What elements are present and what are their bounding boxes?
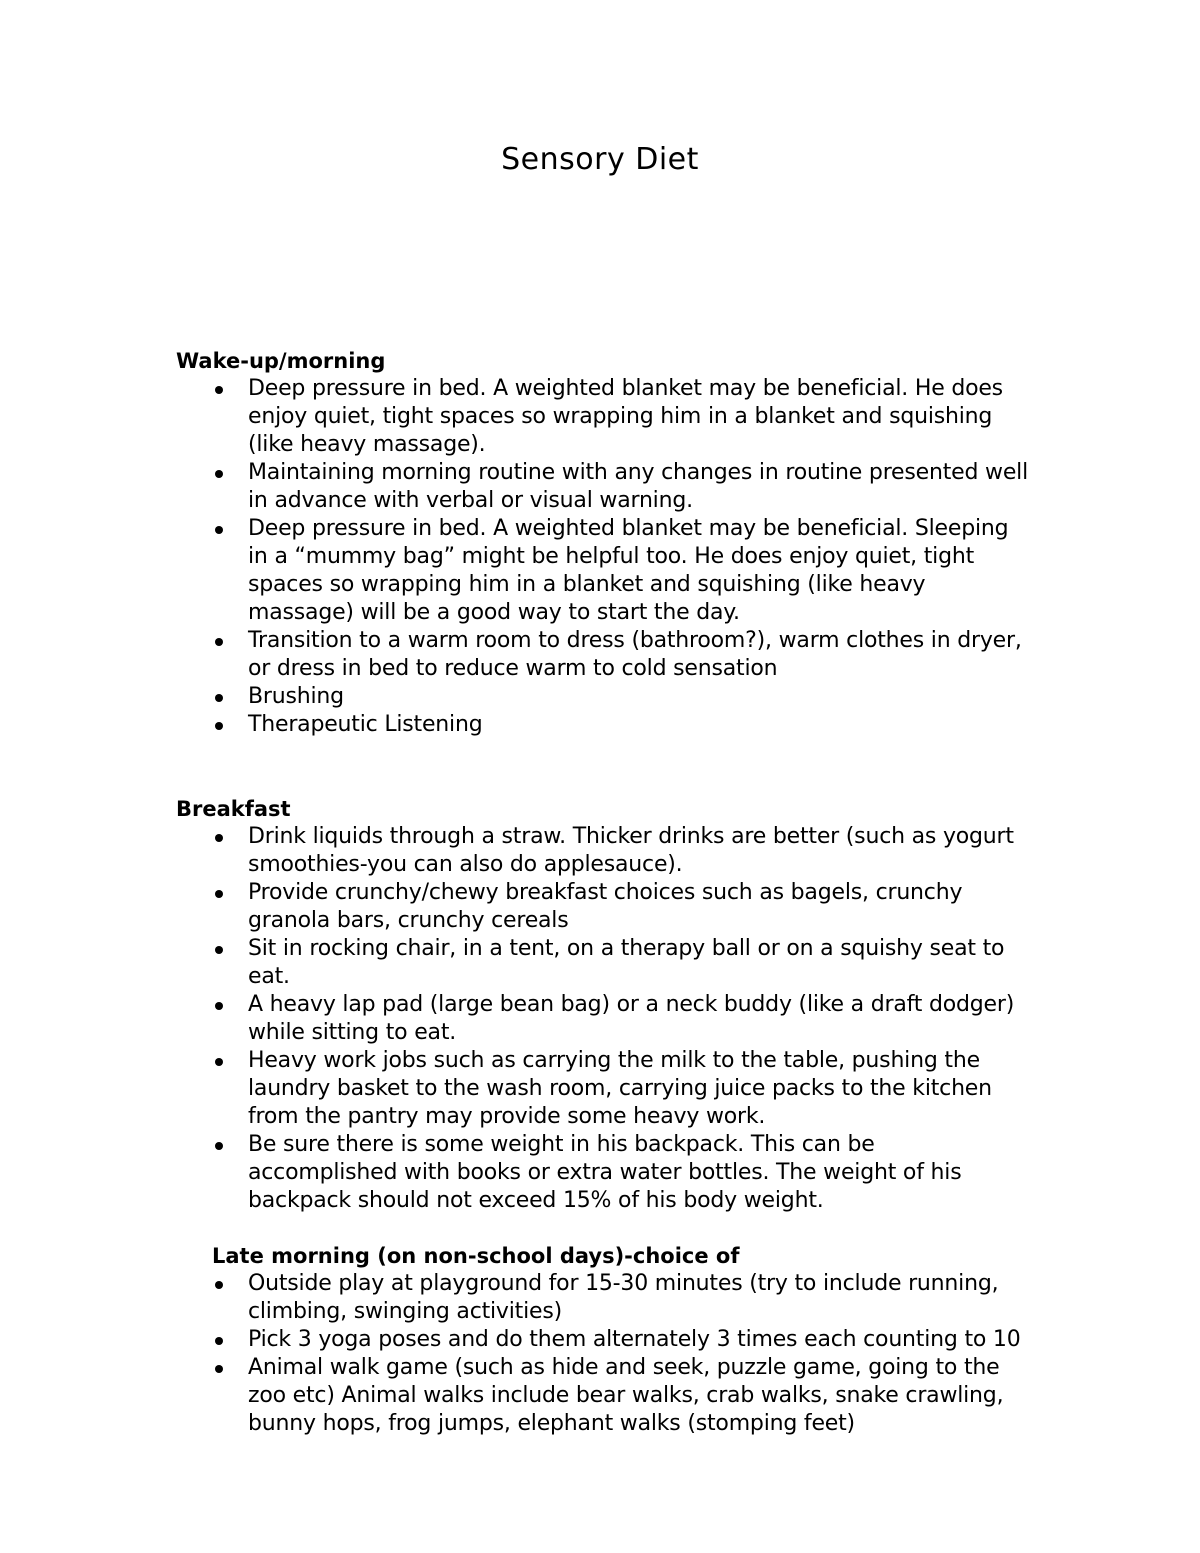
list-item-text: Pick 3 yoga poses and do them alternately 3 times each counting to 10 xyxy=(248,1327,1021,1352)
list-item-text: Sit in rocking chair, in a tent, on a therapy ball or on a squishy seat to eat. xyxy=(248,936,1005,989)
bullet-icon xyxy=(215,694,223,702)
list-item-text: Outside play at playground for 15-30 minutes (try to include running, climbing, swinging activities) xyxy=(248,1271,999,1324)
list-item-text: Transition to a warm room to dress (bathroom?), warm clothes in dryer, or dress in bed to reduce warm to cold sensation xyxy=(248,628,1022,681)
list-item-text: Heavy work jobs such as carrying the milk to the table, pushing the laundry basket to the wash room, carrying juice packs to the kitchen from the pantry may provide some heavy work. xyxy=(248,1048,992,1129)
list-item xyxy=(176,711,1076,739)
section-late-morning xyxy=(176,1242,1076,1438)
bullet-icon xyxy=(215,1365,223,1373)
list-item-text: Maintaining morning routine with any changes in routine presented well in advance with verbal or visual warning. xyxy=(248,460,1028,513)
bullet-icon xyxy=(215,1337,223,1345)
list-item xyxy=(176,1326,1076,1354)
list-item xyxy=(176,1354,1076,1438)
list-item-text: A heavy lap pad (large bean bag) or a neck buddy (like a draft dodger) while sitting to eat. xyxy=(248,992,1015,1045)
document-title: Sensory Diet xyxy=(501,142,699,177)
bullet-icon xyxy=(215,946,223,954)
list-item-text: Deep pressure in bed. A weighted blanket may be beneficial. Sleeping in a “mummy bag” might be helpful too. He does enjoy quiet, tight spaces so wrapping him in a blanket and squishing (like heavy massage) will be a good way to start the day. xyxy=(248,516,1009,625)
bullet-icon xyxy=(215,722,223,730)
list-item xyxy=(176,627,1076,683)
list-item-text: Brushing xyxy=(248,684,344,709)
section-heading: Breakfast xyxy=(176,797,291,821)
bullet-list xyxy=(176,823,1076,1215)
bullet-icon xyxy=(215,1142,223,1150)
list-item-text: Therapeutic Listening xyxy=(248,712,483,737)
list-item xyxy=(176,823,1076,879)
bullet-icon xyxy=(215,526,223,534)
list-item-text: Deep pressure in bed. A weighted blanket may be beneficial. He does enjoy quiet, tight spaces so wrapping him in a blanket and squishing (like heavy massage). xyxy=(248,376,1003,457)
list-item xyxy=(176,1047,1076,1131)
list-item-text: Animal walk game (such as hide and seek, puzzle game, going to the zoo etc) Animal walks include bear walks, crab walks, snake crawling, bunny hops, frog jumps, elephant walks (stomping feet) xyxy=(248,1355,1004,1436)
section-breakfast xyxy=(176,795,1076,1215)
bullet-icon xyxy=(215,1058,223,1066)
bullet-list xyxy=(176,1270,1076,1438)
section-heading: Late morning (on non-school days)-choice of xyxy=(212,1244,740,1268)
list-item xyxy=(176,879,1076,935)
bullet-list xyxy=(176,375,1076,739)
list-item xyxy=(176,1131,1076,1215)
list-item xyxy=(176,935,1076,991)
list-item-text: Provide crunchy/chewy breakfast choices such as bagels, crunchy granola bars, crunchy cereals xyxy=(248,880,963,933)
bullet-icon xyxy=(215,1002,223,1010)
section-wake-up-morning xyxy=(176,347,1076,739)
section-heading: Wake-up/morning xyxy=(176,349,386,373)
list-item xyxy=(176,683,1076,711)
list-item xyxy=(176,1270,1076,1326)
list-item xyxy=(176,991,1076,1047)
list-item xyxy=(176,375,1076,459)
bullet-icon xyxy=(215,1281,223,1289)
list-item-text: Drink liquids through a straw. Thicker drinks are better (such as yogurt smoothies-you can also do applesauce). xyxy=(248,824,1014,877)
bullet-icon xyxy=(215,834,223,842)
list-item xyxy=(176,459,1076,515)
list-item-text: Be sure there is some weight in his backpack. This can be accomplished with books or extra water bottles. The weight of his backpack should not exceed 15% of his body weight. xyxy=(248,1132,962,1213)
bullet-icon xyxy=(215,386,223,394)
list-item xyxy=(176,515,1076,627)
bullet-icon xyxy=(215,470,223,478)
bullet-icon xyxy=(215,638,223,646)
bullet-icon xyxy=(215,890,223,898)
